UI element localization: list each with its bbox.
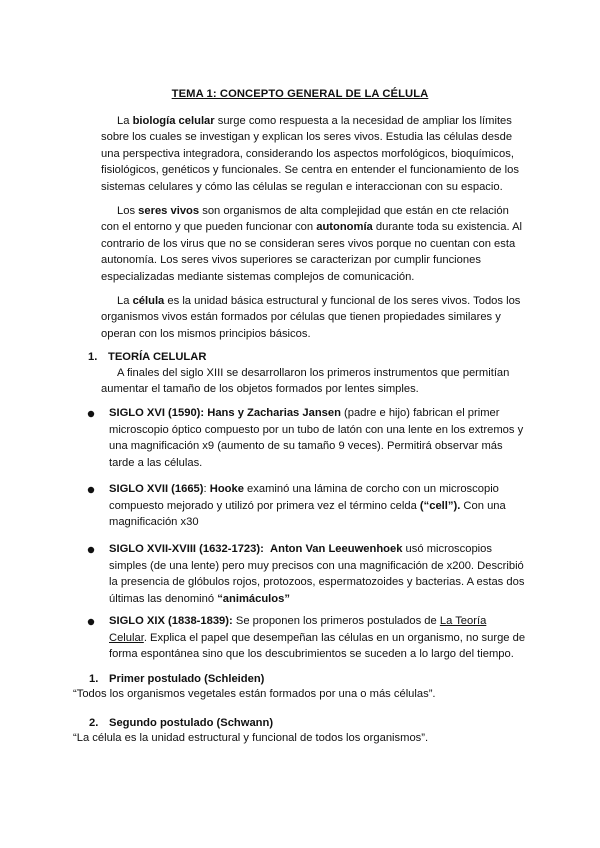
bold-term: “animáculos”	[217, 592, 290, 605]
bullet-name: Hooke	[209, 483, 244, 495]
postulate-heading-1	[89, 673, 264, 685]
postulate-number: 1.	[89, 673, 99, 685]
section-heading-teoria-celular	[88, 351, 206, 363]
text: es la unidad básica estructural y funcional de los seres vivos. Todos los organismos vivos están formados por células que tienen propiedades similares y operan con los mismos principios básicos.	[101, 295, 521, 340]
bold-term: célula	[132, 295, 165, 307]
postulate-number: 2.	[89, 717, 99, 729]
bullet-label: SIGLO XVII-XVIII (1632-1723):	[109, 543, 264, 555]
text: durante toda su existencia. Al contrario de los virus que no se consideran seres vivos porque no cuentan con esta autonomía. Los seres vivos superiores se caracterizan por cumplir funciones especializadas mediante sistemas complejos de comunicación.	[101, 221, 523, 283]
section-intro: A finales del siglo XIII se desarrollaron los primeros instrumentos que permitían aumentar el tamaño de los objetos formados por lentes simples.	[101, 367, 510, 396]
section-number: 1.	[88, 351, 98, 363]
bold-term: autonomía	[316, 221, 373, 234]
bullet-name: Hans y Zacharias Jansen	[207, 407, 341, 419]
bullet-name: Anton Van Leeuwenhoek	[270, 543, 403, 555]
text: surge como respuesta a la necesidad de ampliar los límites sobre los cuales se investigan y explican los seres vivos. Estudia las células desde una perspectiva integradora, considerando los aspectos morfológicos, bioquímicos, fisiológicos, genéticos y funcionales. Se centra en entender el funcionamiento de los sistemas celulares y cómo las células se regulan e interaccionan con su espacio.	[101, 115, 519, 193]
text: son organismos de alta complejidad que están en cte relación con el entorno y que pueden funcionar con	[101, 205, 509, 234]
text: :	[203, 483, 210, 495]
paragraph-biologia-celular	[101, 113, 527, 195]
bullet-siglo-xix	[109, 613, 527, 663]
paragraph-celula	[101, 293, 527, 342]
paragraph-seres-vivos	[101, 203, 527, 285]
bullet-siglo-xvii	[109, 481, 527, 531]
postulate-quote-2: “La célula es la unidad estructural y funcional de todos los organismos”.	[73, 732, 429, 744]
bullet-icon	[87, 618, 95, 626]
bullet-label: SIGLO XIX (1838-1839):	[109, 615, 233, 627]
text: examinó una lámina de corcho con un microscopio compuesto mejorado y utilizó por primera vez el término celda	[109, 483, 499, 512]
text: Con una magnificación x30	[109, 499, 506, 529]
postulate-quote-1: “Todos los organismos vegetales están formados por una o más células”.	[73, 688, 436, 700]
bold-term: (“cell”).	[419, 499, 461, 512]
text: Se proponen los primeros postulados de	[232, 615, 440, 627]
text: (padre e hijo) fabrican el primer microscopio óptico compuesto por un tubo de latón con una lente en los extremos y una magnificación x9 (aumento de su tamaño 9 veces). Permitirá observar más tarde a las células.	[109, 407, 524, 469]
bullet-siglo-xvii-xviii	[109, 541, 527, 607]
text: La	[117, 115, 133, 127]
bullet-siglo-xvi	[109, 405, 527, 471]
postulate-heading-2	[89, 717, 273, 729]
teoria-celular-link[interactable]: La Teoría Celular	[109, 615, 487, 644]
text: La	[117, 295, 133, 307]
text: usó microscopios simples (de una lente) pero muy precisos con una magnificación de x200. Describió la presencia de glóbulos rojos, protozoos, espermatozoides y bacterias. A estas dos últimas las denominó	[109, 543, 525, 605]
page-title: TEMA 1: CONCEPTO GENERAL DE LA CÉLULA	[171, 88, 429, 100]
bold-term: seres vivos	[138, 205, 200, 217]
section-heading-text: TEORÍA CELULAR	[108, 351, 207, 363]
bullet-icon	[87, 410, 95, 418]
postulate-heading-text: Segundo postulado (Schwann)	[109, 717, 274, 729]
text: Los	[117, 205, 139, 217]
postulate-heading-text: Primer postulado (Schleiden)	[109, 673, 265, 685]
bullet-icon	[87, 546, 95, 554]
bullet-label: SIGLO XVI (1590):	[109, 407, 205, 419]
bold-term: biología celular	[132, 115, 215, 127]
bullet-label: SIGLO XVII (1665)	[109, 483, 204, 495]
text: . Explica el papel que desempeñan las células en un organismo, no surge de forma espontánea sino que los descubrimientos se suceden a lo largo del tiempo.	[109, 631, 526, 661]
bullet-icon	[87, 486, 95, 494]
